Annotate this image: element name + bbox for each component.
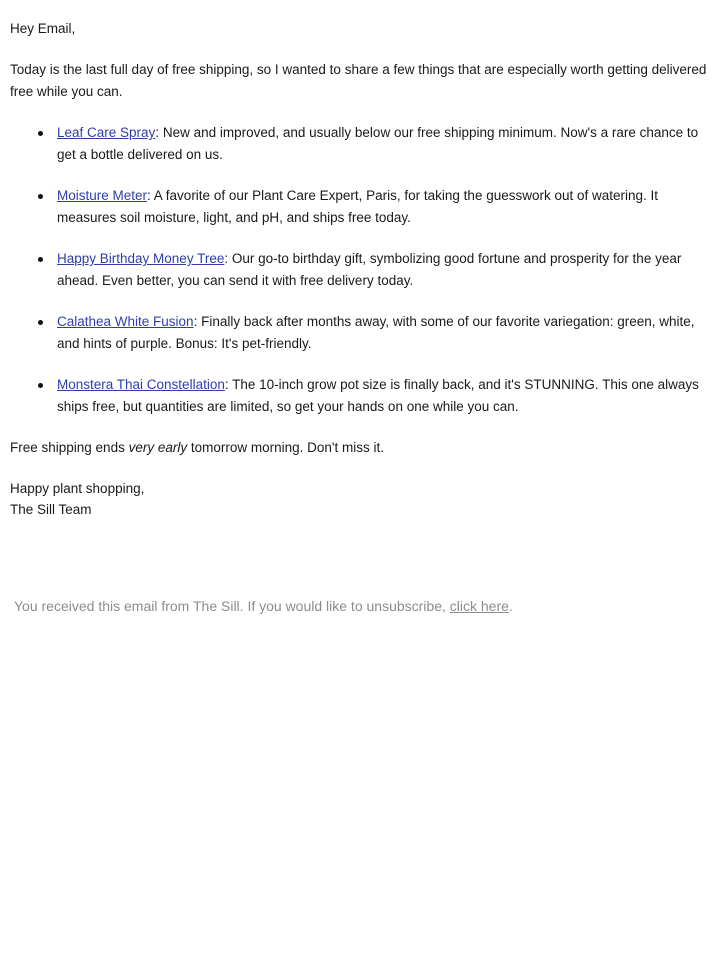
product-list [10, 122, 710, 418]
closing-text: Free shipping ends [10, 440, 129, 455]
list-item [57, 122, 710, 166]
bullet-icon [38, 320, 43, 325]
list-item-text: : A favorite of our Plant Care Expert, Paris, for taking the guesswork out of watering. It measures soil moisture, light, and pH, and ships free today. [57, 188, 659, 225]
signature: The Sill Team [10, 502, 92, 517]
list-item-text: : Our go-to birthday gift, symbolizing good fortune and prosperity for the year ahead. Even better, you can send it with free delivery today. [57, 251, 682, 288]
footer [10, 595, 710, 617]
closing-text-end: tomorrow morning. Don't miss it. [187, 440, 384, 455]
list-item-text: : Finally back after months away, with some of our favorite variegation: green, white, and hints of purple. Bonus: It's pet-friendly. [57, 314, 695, 351]
bullet-icon [38, 383, 43, 388]
money-tree-link[interactable]: Happy Birthday Money Tree [57, 251, 225, 266]
footer-period: . [508, 598, 513, 614]
list-item [57, 374, 710, 418]
monstera-link[interactable]: Monstera Thai Constellation [57, 377, 225, 392]
closing-emphasis: very early [128, 440, 188, 455]
footer-text: You received this email from The Sill. If you would like to unsubscribe, [14, 598, 450, 614]
bullet-icon [38, 194, 43, 199]
list-item [57, 311, 710, 355]
signoff-line: Happy plant shopping, [10, 481, 145, 496]
intro-paragraph: Today is the last full day of free shipping, so I wanted to share a few things that are especially worth getting delivered free while you can. [10, 62, 707, 99]
calathea-link[interactable]: Calathea White Fusion [57, 314, 194, 329]
closing-paragraph [10, 437, 710, 459]
moisture-meter-link[interactable]: Moisture Meter [57, 188, 148, 203]
list-item [57, 185, 710, 229]
greeting: Hey Email, [10, 21, 76, 36]
signoff [10, 478, 710, 520]
unsubscribe-link[interactable]: click here [449, 598, 509, 614]
list-item-text: : New and improved, and usually below our free shipping minimum. Now's a rare chance to get a bottle delivered on us. [57, 125, 699, 162]
bullet-icon [38, 131, 43, 136]
list-item-text: : The 10-inch grow pot size is finally back, and it's STUNNING. This one always ships free, but quantities are limited, so get your hands on one while you can. [57, 377, 699, 414]
leaf-care-spray-link[interactable]: Leaf Care Spray [57, 125, 156, 140]
list-item [57, 248, 710, 292]
bullet-icon [38, 257, 43, 262]
